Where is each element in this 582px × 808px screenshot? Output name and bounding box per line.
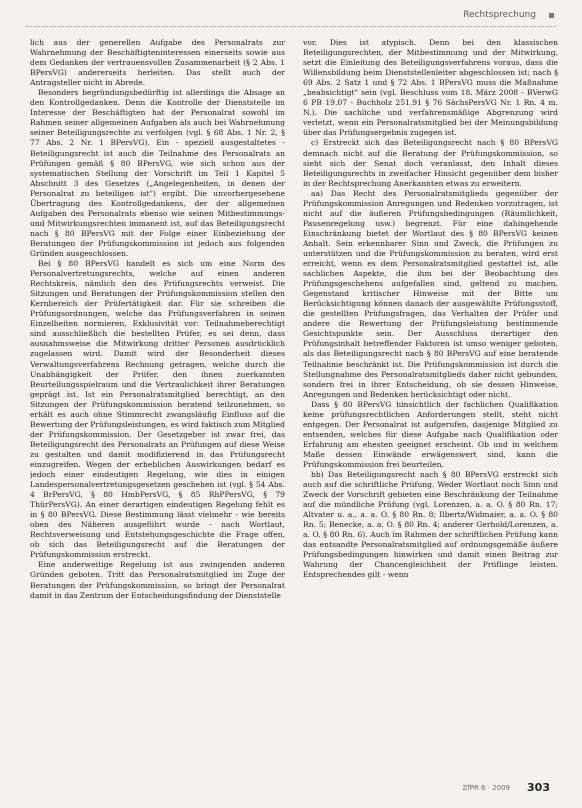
running-header	[26, 6, 556, 28]
issue-label: ZfPR 6 · 2009	[462, 784, 510, 792]
paragraph: Dass § 80 BPersVG hinsichtlich der fachlichen Qualifikation keine prüfungsrechtlichen Anforderungen stellt, steht nicht entgegen. Der Personalrat ist aufgerufen, dasjenige Mitglied zu entsenden, welches für diese Aufgabe nach Qualifikation oder Erfahrung am ehesten geeignet erscheint. Ob und in welchem Maße dessen Einwände erwägenswert sind, kann die Prüfungskommission frei beurteilen.	[303, 399, 558, 469]
paragraph: Bei § 80 BPersVG handelt es sich um eine Norm des Personalvertretungsrechts, welche auf einen anderen Rechtskreis, nämlich den des Prüfungsrechts verweist. Die Sitzungen und Beratungen der Prüfungskommission stellen den Kernbereich der Prüfertätigkeit dar. Für sie schreiben die Prüfungsordnungen, welche das Prüfungsverfahren in seinen Einzelheiten normieren, Exklusivität vor: Teilnahmeberechtigt sind ausschließlich die bestellten Prüfer, es sei denn, dass ausnahmsweise die Mitwirkung dritter Personen ausdrücklich zugelassen wird. Damit wird der Besonderheit dieses Verwaltungsverfahrens Rechnung getragen, welche durch die Unabhängigkeit der Prüfer, den ihnen zuerkannten Beurteilungsspielraum und die Vertraulichkeit ihrer Beratungen geprägt ist. Ist ein Personalratsmitglied berechtigt, an den Sitzungen der Prüfungskommission beratend teilzunehmen, so erhält es auch ohne Stimmrecht zwangsläufig Einfluss auf die Bewertung der Prüfungsleistungen, es wird faktisch zum Mitglied der Prüfungskommission. Der Gesetzgeber ist zwar frei, das Beteiligungsrecht des Personalrats an Prüfungen auf diese Weise zu gestalten und damit modifizierend in das Prüfungsrecht einzugreifen. Wegen der erheblichen Auswirkungen bedarf es jedoch einer eindeutigen Regelung, wie dies in einigen Landespersonalvertretungsgesetzen geschehen ist (vgl. § 54 Abs. 4 BrPersVG, § 80 HmbPersVG, § 85 RhPPersVG, § 79 ThürPersVG). An einer derartigen eindeutigen Regelung fehlt es in § 80 BPersVG. Diese Bestimmung lässt vielmehr - wie bereits oben des Näheren ausgeführt wurde - nach Wortlaut, Rechtsverweisung und Entstehungsgeschichte die Frage offen, ob sich das Beteiligungsrecht auf die Beratungen der Prüfungskommission erstreckt.	[30, 259, 285, 560]
paragraph: c) Erstreckt sich das Beteiligungsrecht nach § 80 BPersVG demnach nicht auf die Beratung der Prüfungskommission, so sieht sich der Senat doch veranlasst, den Inhalt dieses Beteiligungsrechts in zweifacher Hinsicht gegenüber dem bisher in der Rechtsprechung Anerkannten etwas zu erweitern.	[303, 138, 558, 188]
paragraph: Besonders begründungsbedürftig ist allerdings die Absage an den Kontrollgedanken. Denn die Kontrolle der Dienststelle im Interesse der Beschäftigten hat der Personalrat sowohl im Rahmen seiner allgemeinen Aufgaben als auch bei Wahrnehmung seiner Beteiligungsrechte zu verfolgen (vgl. § 68 Abs. 1 Nr. 2, § 77 Abs. 2 Nr. 1 BPersVG). Ein - speziell ausgestaltetes - Beteiligungsrecht ist auch die Teilnahme des Personalrats an Prüfungen gemäß § 80 BPersVG, wie sich schon aus der systematischen Stellung der Vorschrift im Teil 1 Kapitel 5 Abschnitt 3 des Gesetzes („Angelegenheiten, in denen der Personalrat zu beteiligen ist") ergibt. Die unvorhergesehene Übertragung des Kontrollgedankens, der der allgemeinen Aufgaben des Personalrats ebenso wie seinen Mitbestimmungs- und Mitwirkungsrechten immanent ist, auf das Beteiligungsrecht nach § 80 BPersVG mit der Folge einer Einbeziehung der Beratungen der Prüfungskommission ist jedoch aus folgenden Gründen ausgeschlossen.	[30, 88, 285, 258]
paragraph: Eine anderweitige Regelung ist aus zwingenden anderen Gründen geboten. Tritt das Personalratsmitglied im Zuge der Beratungen der Prüfungskommission, so bringt der Personalrat damit in das Zentrum der Entscheidungsfindung der Dienststelle	[30, 560, 285, 600]
square-marker-icon	[549, 13, 554, 18]
body-columns	[30, 38, 558, 774]
paragraph: bb) Das Beteiligungsrecht nach § 80 BPersVG erstreckt sich auch auf die schriftliche Prüfung. Weder Wortlaut noch Sinn und Zweck der Vorschrift gebieten eine Beschränkung der Teilnahme auf die mündliche Prüfung (vgl. Lorenzen, a. a. O. § 80 Rn. 17; Altvater u. a., a. a. O. § 80 Rn. 8; Ilbertz/Widmaier, a. a. O. § 80 Rn. 5; Benecke, a. a. O. § 80 Rn. 4; anderer Gerhold/Lorenzen, a. a. O. § 80 Rn. 6). Auch im Rahmen der schriftlichen Prüfung kann das entsandte Personalratsmitglied auf ordnungsgemäße äußere Prüfungsbedingungen hinwirken und damit einen Beitrag zur Wahrung der Chancengleichheit der Prüflinge leisten. Entsprechendes gilt - wenn	[303, 470, 558, 580]
paragraph: aa) Das Recht des Personalratsmitglieds gegenüber der Prüfungskommission Anregungen und Bedenken vorzutragen, ist nicht auf die äußeren Prüfungsbedingungen (Räumlichkeit, Pausenregelung usw.) begrenzt. Für eine dahingehende Einschränkung bietet der Wortlaut des § 80 BPersVG keinen Anhalt. Sein erkennbarer Sinn und Zweck, die Prüfungen zu unterstützen und die Prüfungskommission zu beraten, wird erst erreicht, wenn es dem Personalratsmitglied gestattet ist, alle sachlichen Aspekte, die ihm bei der Beobachtung des Prüfungsgeschehens aufgefallen sind, geltend zu machen. Gegenstand kritischer Hinweise mit der Bitte um Berücksichtigung können danach der ausgewählte Prüfungsstoff, die gestellten Prüfungsfragen, das Verhalten der Prüfer und andere die Bewertung der Prüfungsleistung bestimmende Gesichtspunkte sein. Der Ausschluss derartiger den Prüfungsinhalt betreffender Faktoren ist umso weniger geboten, als das Beteiligungsrecht nach § 80 BPersVG auf eine beratende Teilnahme beschränkt ist. Die Prüfungskommission ist durch die Stellungnahme des Personalratsmitglieds daher nicht gebunden, sondern frei in ihrer Entscheidung, ob sie dessen Hinweise, Anregungen und Bedenken berücksichtigt oder nicht.	[303, 188, 558, 399]
section-title: Rechtsprechung	[463, 10, 536, 20]
left-column	[30, 38, 285, 774]
page-footer	[26, 780, 556, 798]
header-rule	[26, 26, 556, 27]
paragraph: lich aus der generellen Aufgabe des Personalrats zur Wahrnehmung der Beschäftigteninteressen einerseits sowie aus dem Gedanken der vertrauensvollen Zusammenarbeit (§ 2 Abs. 1 BPersVG) andererseits herleiten. Das stellt auch der Antragsteller nicht in Abrede.	[30, 38, 285, 88]
right-column	[303, 38, 558, 774]
paragraph: vor. Dies ist atypisch. Denn bei den klassischen Beteiligungsrechten, der Mitbestimmung und der Mitwirkung, setzt die Einleitung des Beteiligungsverfahrens voraus, dass die Willensbildung beim Dienststellenleiter abgeschlossen ist; nach § 69 Abs. 2 Satz 1 und § 72 Abs. 1 BPersVG muss die Maßnahme „beabsichtigt" sein (vgl. Beschluss vom 18. März 2008 - BVerwG 6 PB 19.07 - Buchholz 251.91 § 76 SächsPersVG Nr. 1 Rn. 4 m. N.). Die sachliche und verfahrensmäßige Abgrenzung wird verletzt, wenn ein Personalratsmitglied bei der Meinungsbildung über das Prüfungsergebnis zugegen ist.	[303, 38, 558, 138]
page-number: 303	[527, 781, 550, 794]
